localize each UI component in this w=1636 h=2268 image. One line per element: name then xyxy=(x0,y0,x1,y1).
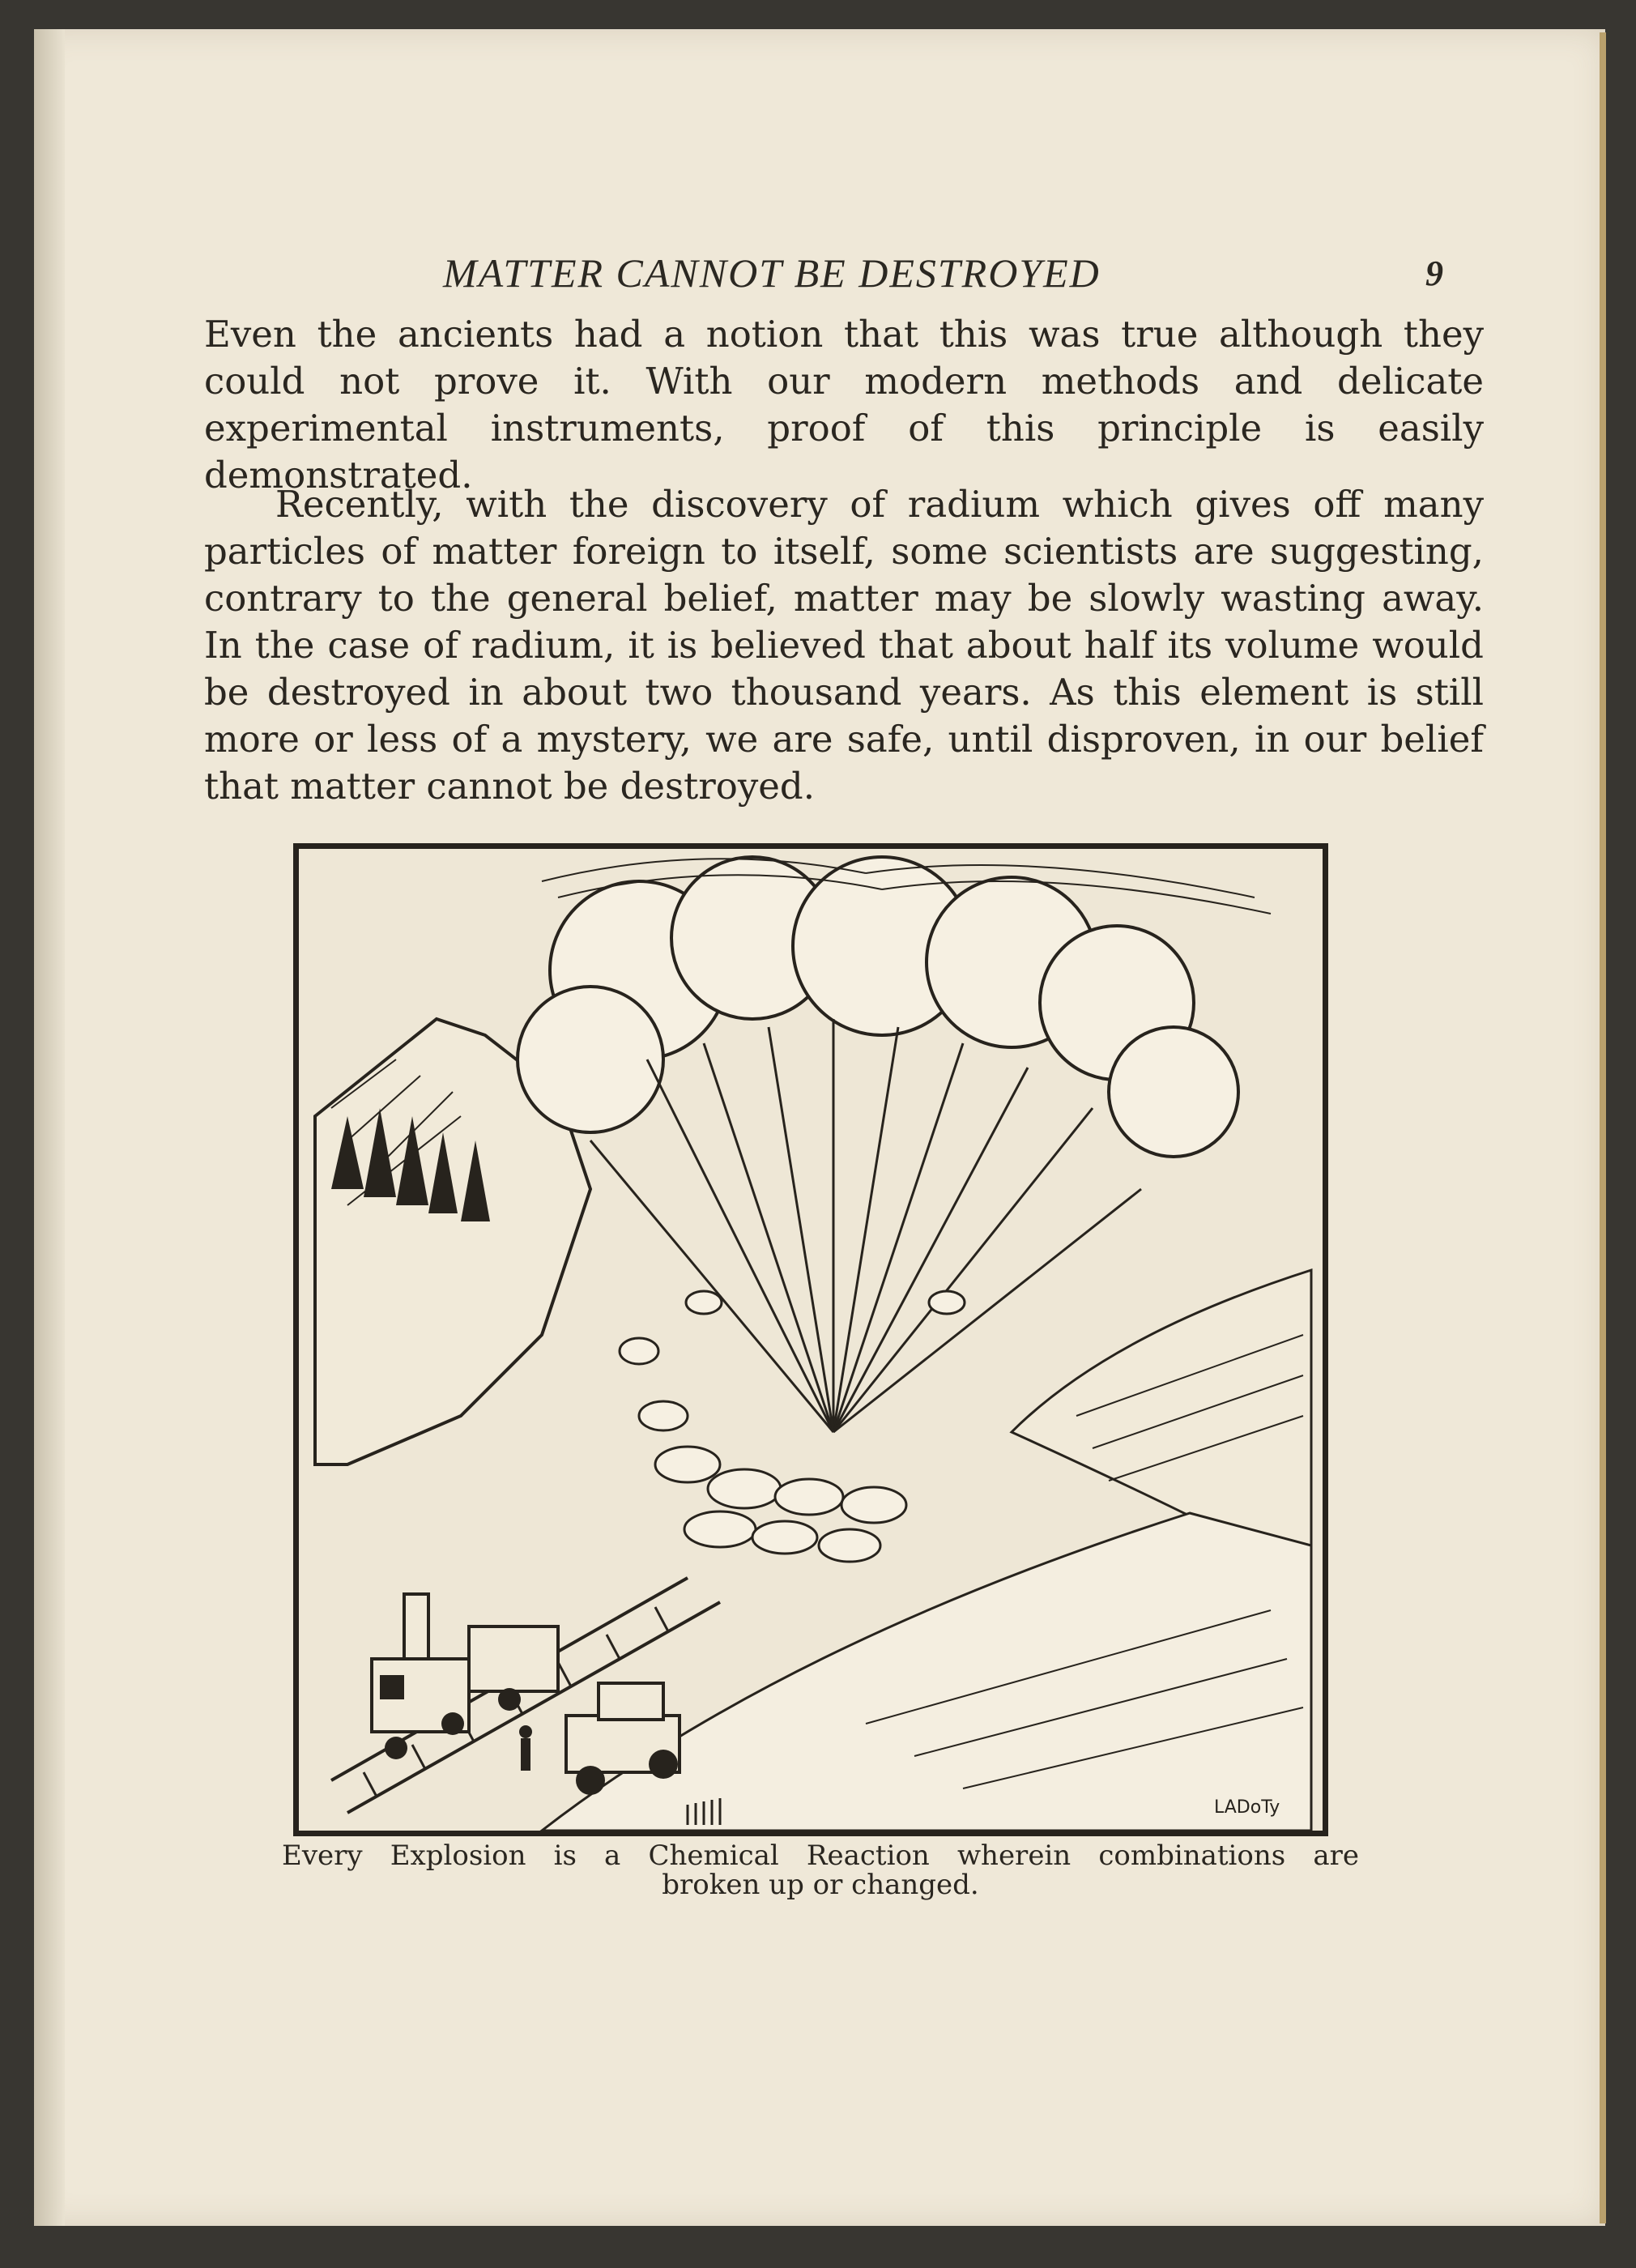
page-gutter xyxy=(34,29,65,2226)
artist-signature: LADoTy xyxy=(1214,1797,1280,1818)
body-paragraph-1: Even the ancients had a notion that this was true although they could not prove it. With our modern methods and delicate experimental instruments, proof of this principle is easily demonstrated. xyxy=(204,313,1484,497)
book-page xyxy=(34,29,1605,2226)
running-title: MATTER CANNOT BE DESTROYED xyxy=(443,250,1101,296)
body-paragraph-2: Recently, with the discovery of radium which gives off many particles of matter foreign to itself, some scientists are suggesting, contrary to the general belief, matter may be slowly wasting away. In the case of radium, it is believed that about half its volume would be destroyed in about two thousand years. As this element is still more or less of a mystery, we are safe, until disproven, in our belief that matter cannot be destroyed. xyxy=(204,483,1484,808)
caption-line-2: broken up or changed. xyxy=(662,1869,979,1901)
page-number: 9 xyxy=(1425,254,1443,293)
page-header xyxy=(34,249,1605,298)
illustration-drawing xyxy=(299,849,1323,1831)
page-edge xyxy=(1600,32,1606,2223)
figure-caption xyxy=(282,1841,1359,1899)
caption-line-1: Every Explosion is a Chemical Reaction wherein combinations are xyxy=(282,1840,1359,1872)
explosion-illustration xyxy=(293,843,1328,1836)
